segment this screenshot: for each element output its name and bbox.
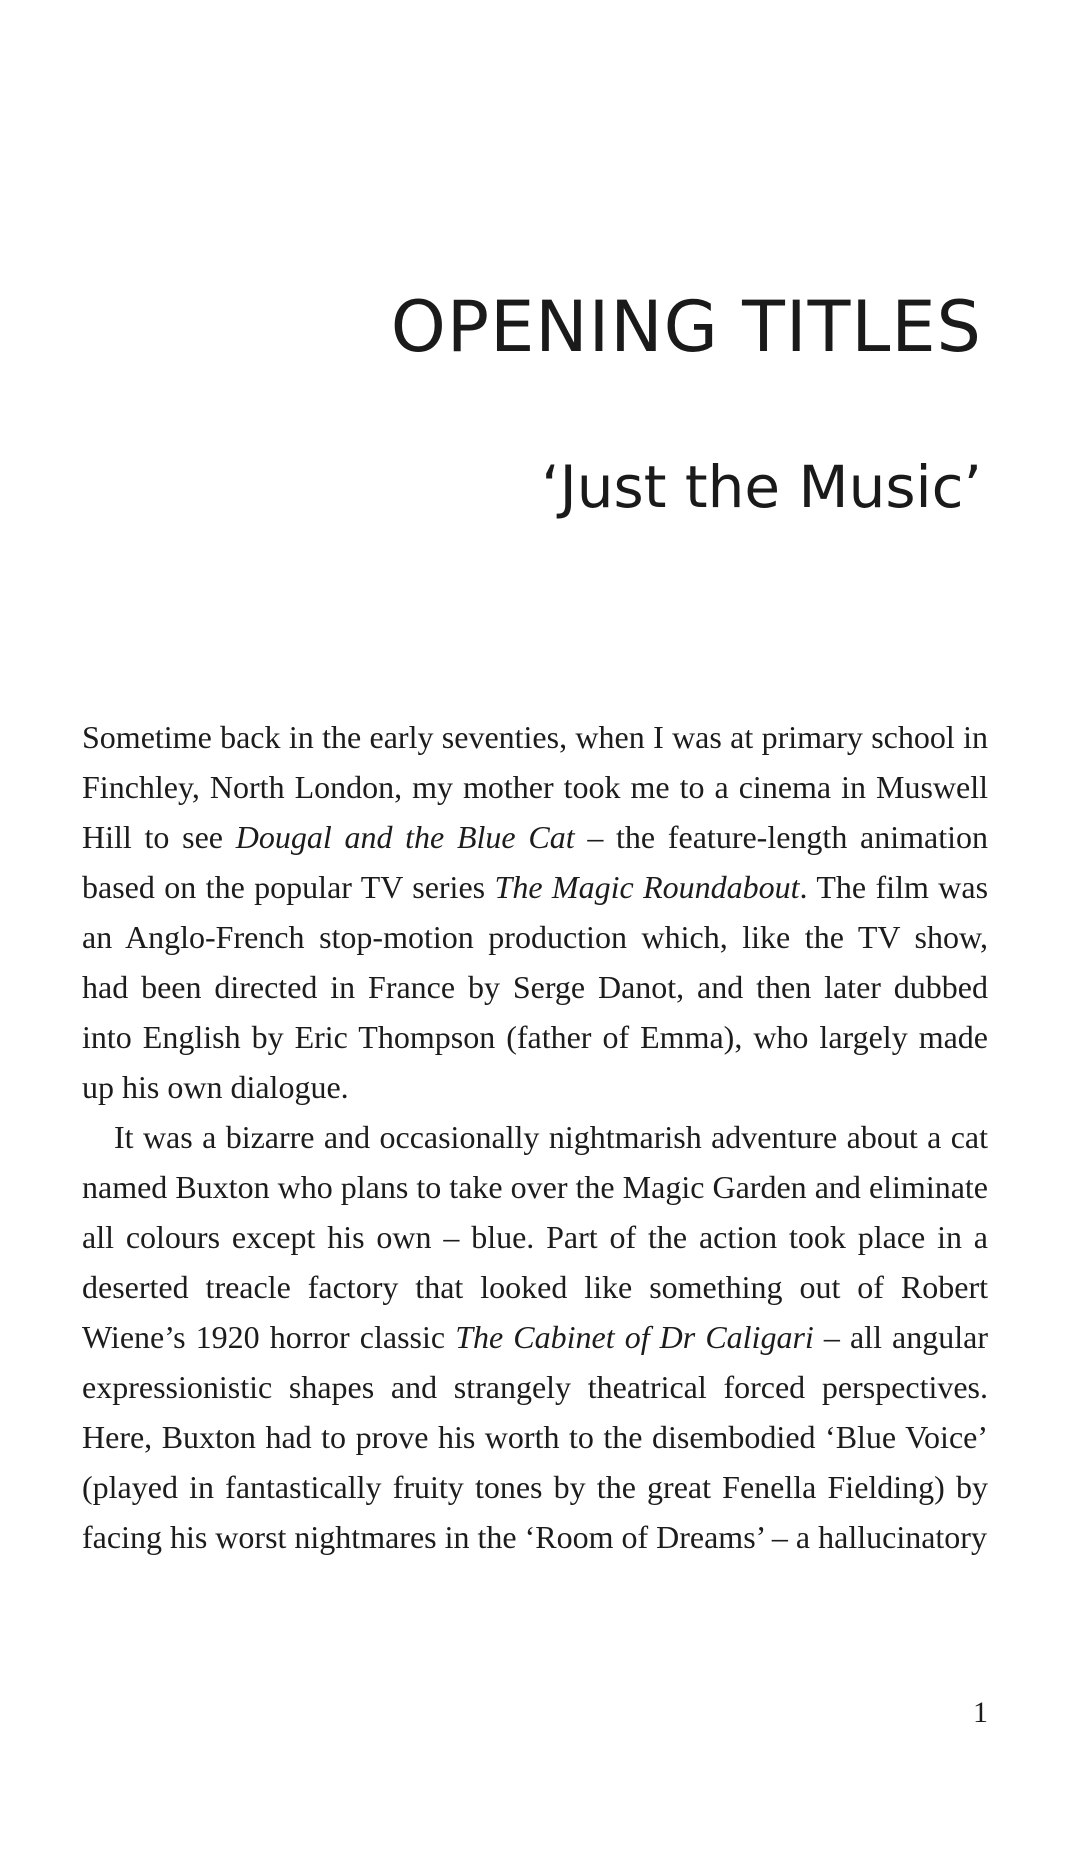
page-number: 1 — [973, 1696, 988, 1729]
text-run: – all angular expressionistic shapes and strangely theatrical forced perspectives. Here, Buxton had to prove his worth to the disembodied ‘Blue Voice’ (played in fantastically fruity tones by the great Fenella Fielding) by facing his worst nightmares in the ‘Room of Dreams’ – a hallucinatory — [82, 1319, 989, 1555]
text-run-italic: The Cabinet of Dr Caligari — [455, 1319, 814, 1355]
text-run: It was a bizarre and occasionally nightmarish adventure about a cat named Buxton who plans to take over the Magic Garden and eliminate all colours except his own – blue. Part of the action took place in a deserted treacle factory that looked like something out of Robert Wiene’s 1920 horror classic — [82, 1119, 988, 1355]
chapter-title: OPENING TITLES — [390, 286, 982, 368]
chapter-subtitle: ‘Just the Music’ — [541, 453, 982, 521]
text-run-italic: The Magic Roundabout — [494, 869, 800, 905]
text-run: Sometime back in the early seventies, when I was at primary school in Finchley, North London, my mother took me to a cinema in Muswell Hill to see — [82, 719, 988, 855]
paragraph — [82, 1112, 988, 1562]
paragraph — [82, 712, 988, 1112]
text-run: . The film was an Anglo-French stop-motion production which, like the TV show, had been directed in France by Serge Danot, and then later dubbed into English by Eric Thompson (father of Emma), who largely made up his own dialogue. — [82, 869, 989, 1105]
body-text — [82, 712, 988, 1562]
text-run-italic: Dougal and the Blue Cat — [235, 819, 575, 855]
text-run: – the feature-length animation based on the popular TV series — [82, 819, 989, 905]
